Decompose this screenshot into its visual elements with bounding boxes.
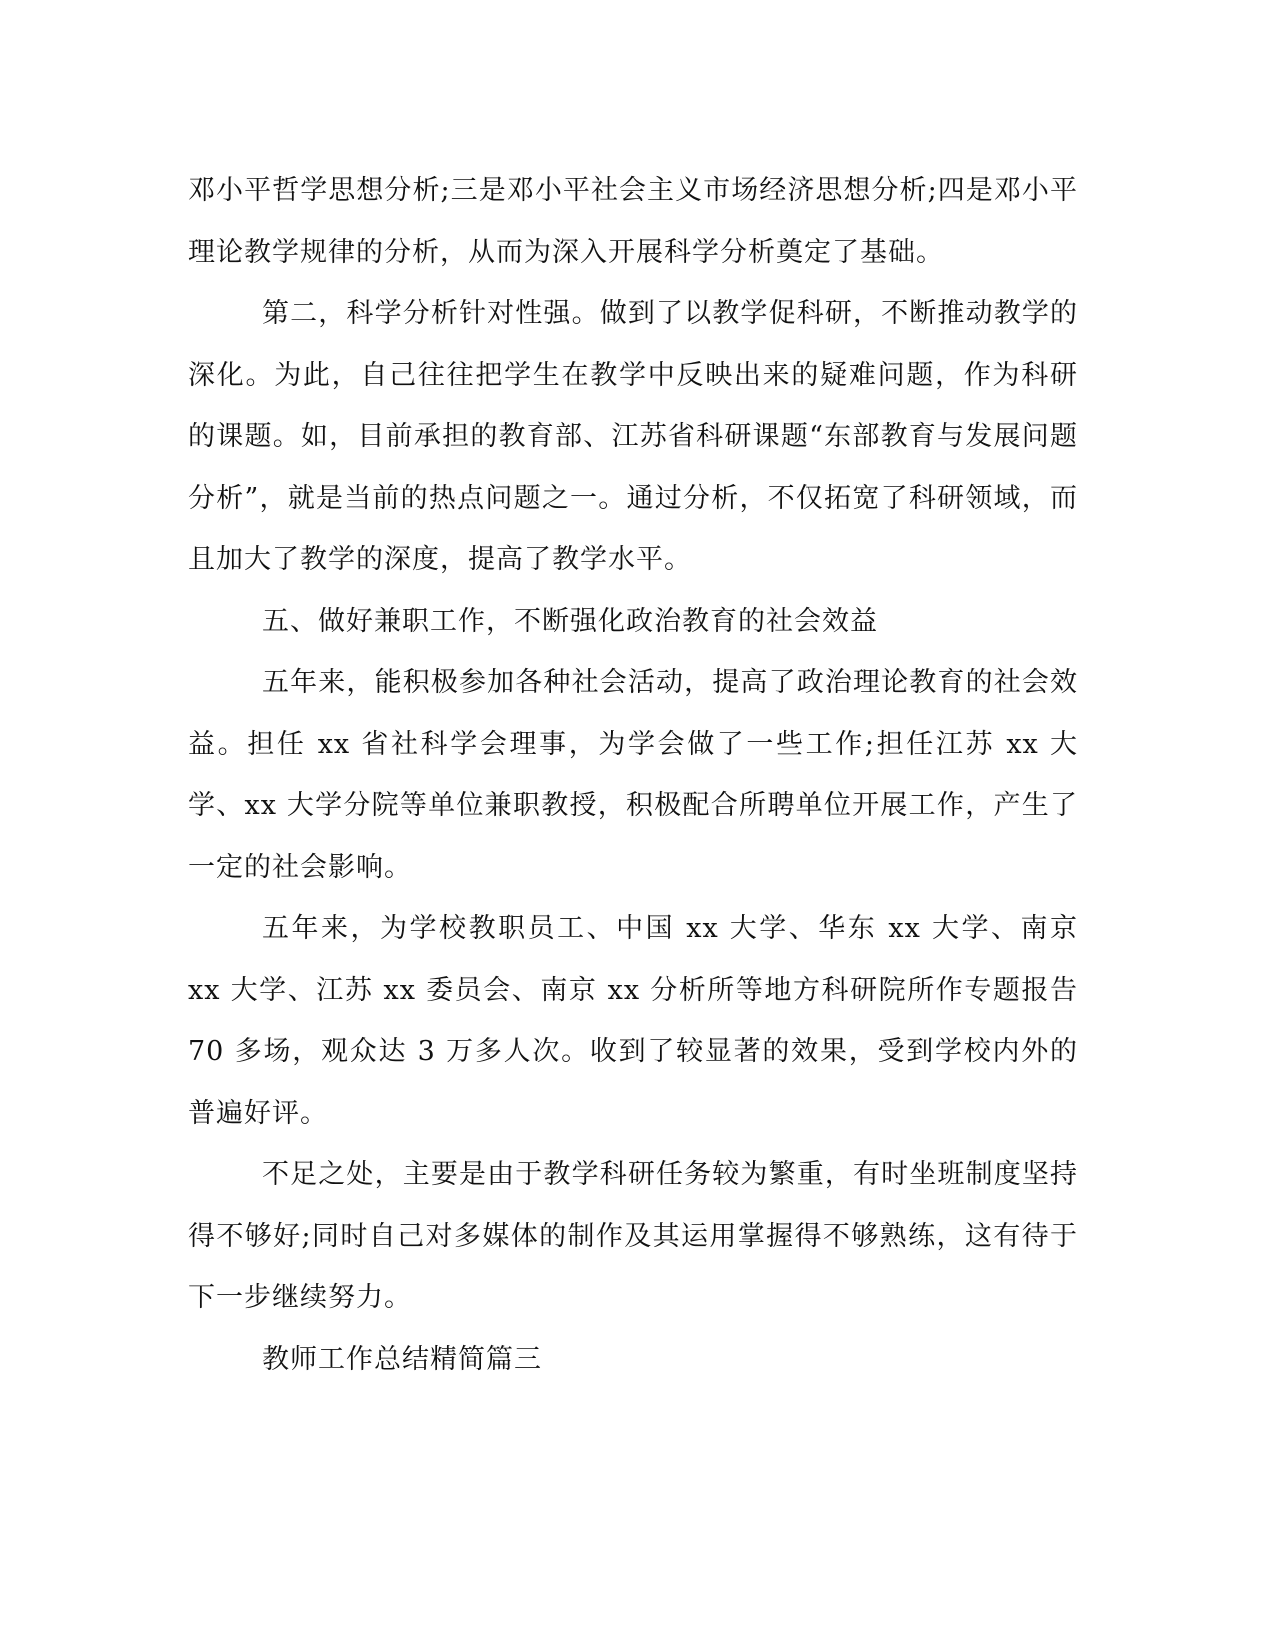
paragraph-1: 邓小平哲学思想分析;三是邓小平社会主义市场经济思想分析;四是邓小平理论教学规律的分析，从而为深入开展科学分析奠定了基础。 [188, 175, 1078, 268]
paragraph-6: 不足之处，主要是由于教学科研任务较为繁重，有时坐班制度坚持得不够好;同时自己对多媒体的制作及其运用掌握得不够熟练，这有待于下一步继续努力。 [188, 1159, 1078, 1313]
document-body [188, 160, 1078, 1390]
next-section-title: 教师工作总结精简篇三 [262, 1343, 542, 1375]
paragraph-4: 五年来，能积极参加各种社会活动，提高了政治理论教育的社会效益。担任 xx 省社科学会理事，为学会做了一些工作;担任江苏 xx 大学、xx 大学分院等单位兼职教授，积极配合所聘单位开展工作，产生了一定的社会影响。 [188, 667, 1078, 883]
section-heading: 五、做好兼职工作，不断强化政治教育的社会效益 [262, 605, 878, 637]
paragraph-5: 五年来，为学校教职员工、中国 xx 大学、华东 xx 大学、南京 xx 大学、江苏 xx 委员会、南京 xx 分析所等地方科研院所作专题报告 70 多场，观众达 3 万多人次。收到了较显著的效果，受到学校内外的普遍好评。 [188, 913, 1078, 1129]
paragraph-2: 第二，科学分析针对性强。做到了以教学促科研，不断推动教学的深化。为此，自己往往把学生在教学中反映出来的疑难问题，作为科研的课题。如，目前承担的教育部、江苏省科研课题“东部教育与发展问题分析”，就是当前的热点问题之一。通过分析，不仅拓宽了科研领域，而且加大了教学的深度，提高了教学水平。 [188, 298, 1078, 575]
